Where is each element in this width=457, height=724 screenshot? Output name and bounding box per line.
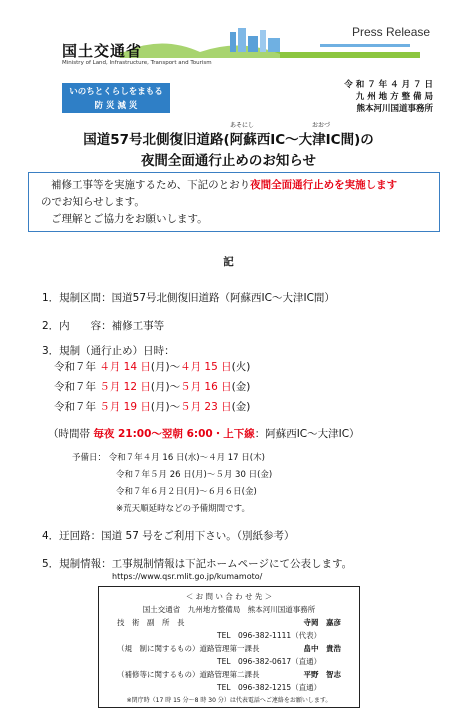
schedule-1-end: ４月 15 日: [180, 361, 232, 373]
contact-2-tel: TEL 096-382-0617（直通）: [217, 657, 322, 666]
contact-org: 国土交通省 九州地方整備局 熊本河川国道事務所: [142, 605, 316, 614]
reserve-days: [72, 450, 272, 518]
schedule-list: [54, 357, 250, 417]
item-1-section: 1．規制区間：国道57号北側復旧道路（阿蘇西IC～大津IC間）: [42, 292, 335, 304]
intro-text-1: 補修工事等を実施するため、下記のとおり: [51, 179, 251, 191]
slogan-badge: [62, 83, 170, 113]
schedule-row-2: [54, 377, 250, 397]
intro-text-red: 夜間全面通行止めを実施します: [250, 179, 398, 191]
schedule-2-sep: (月)～: [150, 381, 181, 393]
schedule-1-start: ４月 14 日: [99, 361, 151, 373]
schedule-3-era: 令和７年: [54, 401, 100, 413]
reserve-label: 予備日：: [72, 453, 107, 463]
ki-heading: 記: [223, 256, 234, 268]
schedule-1-dow: (火): [231, 361, 251, 373]
schedule-3-sep: (月)～: [150, 401, 181, 413]
time-window-red: 毎夜 21:00～翌朝 6:00・上下線: [93, 428, 255, 440]
issuer-bureau: 九 州 地 方 整 備 局: [355, 92, 433, 102]
slogan-line-2: 防 災 減 災: [94, 101, 138, 111]
ministry-name-ja: 国土交通省: [62, 42, 143, 60]
schedule-2-start: ５月 12 日: [99, 381, 151, 393]
schedule-row-1: [54, 357, 250, 377]
title-line-2: 夜間全面通行止めのお知らせ: [140, 153, 317, 169]
item-4-detour: 4．迂回路：国道 57 号をご利用下さい。（別紙参考）: [42, 530, 295, 542]
contact-3-role: （補修等に関するもの）道路管理第二課長: [117, 670, 260, 679]
intro-text-2: のでお知らせします。: [41, 196, 145, 208]
title-line-1: 国道57号北側復旧道路(阿蘇西IC～大津IC間)の: [83, 132, 374, 148]
item-2-content: 2．内 容：補修工事等: [42, 320, 165, 332]
schedule-3-end: ５月 23 日: [180, 401, 232, 413]
time-window-post: ：阿蘇西IC～大津IC）: [254, 428, 360, 440]
item-3-schedule: 3．規制（通行止め）日時：: [42, 345, 175, 357]
contact-3-tel: TEL 096-382-1215（直通）: [217, 683, 322, 692]
info-url-link[interactable]: https://www.qsr.mlit.go.jp/kumamoto/: [112, 572, 263, 581]
contact-3-name: 平野 智志: [303, 670, 341, 679]
schedule-row-3: [54, 397, 250, 417]
reserve-1: 令和７年４月 16 日(水)～４月 17 日(木): [108, 453, 265, 463]
slogan-line-1: いのちとくらしをまもる: [69, 87, 163, 97]
contact-box: [98, 586, 360, 708]
schedule-3-start: ５月 19 日: [99, 401, 151, 413]
contact-heading: ＜ お 問 い 合 わ せ 先 ＞: [185, 592, 273, 601]
intro-box: [28, 172, 440, 232]
reserve-3: 令和７年６月２日(月)～６月６日(金): [116, 487, 257, 497]
reserve-2: 令和７年５月 26 日(月)～５月 30 日(金): [116, 470, 273, 480]
issuer-office: 熊本河川国道事務所: [356, 104, 433, 114]
schedule-2-dow: (金): [231, 381, 251, 393]
reserve-note: ※荒天順延時などの予備期間です。: [116, 504, 250, 514]
contact-1-name: 寺岡 嘉彦: [303, 618, 341, 627]
page-title: [0, 122, 457, 172]
title-ruby-ozu: おおづ: [312, 122, 330, 129]
date-block: [344, 79, 433, 115]
press-release-label: Press Release: [352, 25, 431, 39]
contact-1-role: 技 術 副 所 長: [117, 618, 185, 627]
time-window-pre: （時間帯: [48, 428, 94, 440]
release-date: 令 和 ７ 年 ４ 月 ７ 日: [344, 80, 433, 90]
item-5-info: 5．規制情報：工事規制情報は下記ホームページにて公表します。: [42, 558, 353, 570]
contact-note: ※閉庁時（17 時 15 分～8 時 30 分）は代表電話へご連絡をお願いします。: [126, 697, 332, 704]
contact-1-tel: TEL 096-382-1111（代表）: [217, 631, 322, 640]
contact-2-role: （規 制に関するもの）道路管理第一課長: [117, 644, 260, 653]
schedule-3-dow: (金): [231, 401, 251, 413]
schedule-2-end: ５月 16 日: [180, 381, 232, 393]
contact-2-name: 畠中 貴浩: [303, 644, 341, 653]
ministry-name-en: Ministry of Land, Infrastructure, Transport and Tourism: [62, 60, 212, 66]
schedule-2-era: 令和７年: [54, 381, 100, 393]
intro-text-3: ご理解とご協力をお願いします。: [51, 213, 208, 225]
schedule-1-sep: (月)～: [150, 361, 181, 373]
title-ruby-asonishi: あそにし: [230, 122, 255, 129]
time-window: [48, 426, 360, 441]
schedule-1-era: 令和７年: [54, 361, 100, 373]
